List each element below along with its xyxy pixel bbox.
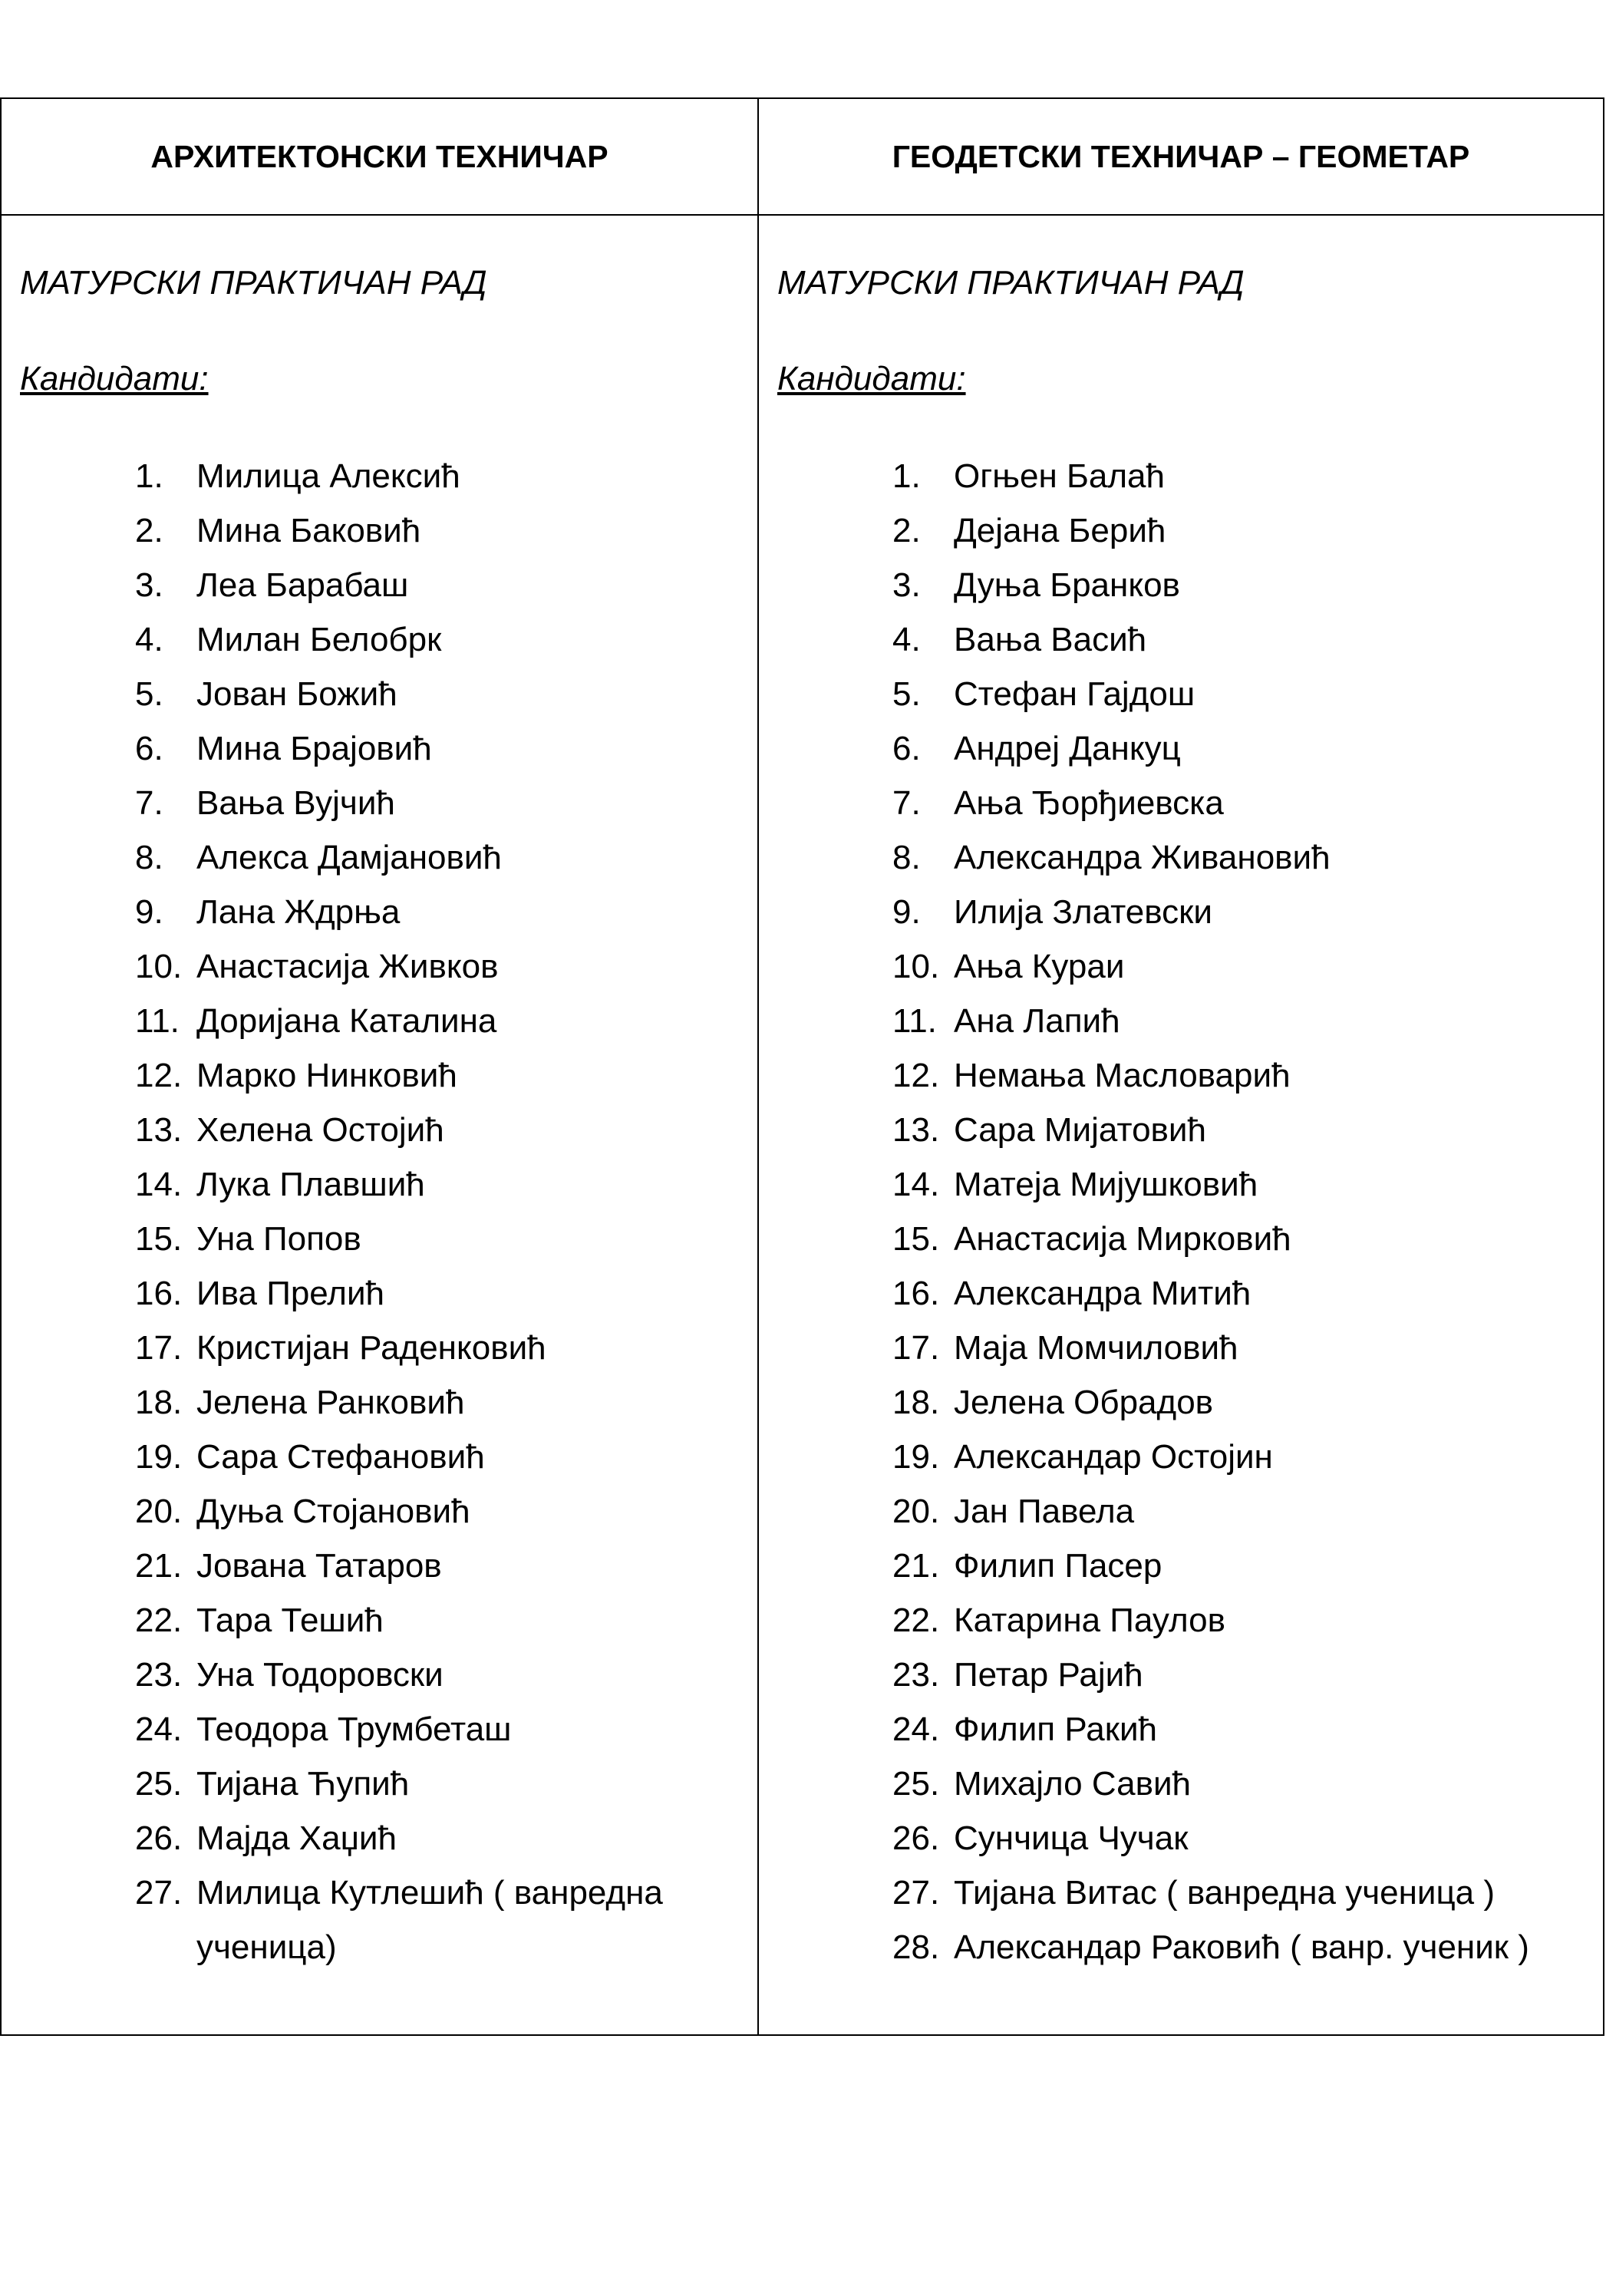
column-header-architecture: АРХИТЕКТОНСКИ ТЕХНИЧАР xyxy=(2,99,758,215)
list-item xyxy=(20,830,742,885)
list-item xyxy=(20,503,742,558)
list-item xyxy=(777,994,1588,1048)
list-item xyxy=(777,776,1588,830)
list-item xyxy=(777,1811,1588,1866)
list-item-number: 1. xyxy=(135,457,163,495)
list-item-number: 20. xyxy=(892,1492,940,1530)
list-item-number: 28. xyxy=(892,1928,940,1966)
list-item xyxy=(777,939,1588,994)
list-item xyxy=(777,1539,1588,1593)
list-item-name: Вања Вујчић xyxy=(196,783,395,822)
list-item-name: Јована Татаров xyxy=(196,1546,442,1585)
list-item xyxy=(777,830,1588,885)
list-item-number: 2. xyxy=(135,511,163,549)
column-header-geodesy: ГЕОДЕТСКИ ТЕХНИЧАР – ГЕОМЕТАР xyxy=(758,99,1603,215)
list-item xyxy=(20,667,742,721)
candidates-table-frame xyxy=(0,97,1604,2036)
list-item-number: 15. xyxy=(892,1219,940,1258)
list-item xyxy=(20,1811,742,1866)
list-item xyxy=(777,1702,1588,1757)
list-item-name: Јелена Ранковић xyxy=(196,1383,465,1421)
list-item xyxy=(20,1212,742,1266)
list-item-number: 16. xyxy=(135,1274,183,1312)
list-item xyxy=(777,1484,1588,1539)
list-item-number: 7. xyxy=(135,783,163,822)
list-item-name: Огњен Балаћ xyxy=(954,457,1165,495)
list-item-number: 4. xyxy=(892,620,921,658)
list-item xyxy=(20,449,742,503)
list-item-number: 3. xyxy=(135,566,163,604)
list-item-name: Лука Плавшић xyxy=(196,1165,425,1203)
list-item xyxy=(20,1484,742,1539)
list-item-number: 9. xyxy=(135,892,163,931)
list-item-number: 15. xyxy=(135,1219,183,1258)
list-item-number: 13. xyxy=(892,1110,940,1149)
list-item-number: 10. xyxy=(135,947,183,985)
list-item-number: 5. xyxy=(892,675,921,713)
list-item-name: Александра Живановић xyxy=(954,838,1331,876)
list-item-name: Филип Пасер xyxy=(954,1546,1162,1585)
list-item-name: Леа Барабаш xyxy=(196,566,409,604)
list-item xyxy=(777,612,1588,667)
list-item-number: 17. xyxy=(892,1328,940,1367)
list-item-name: Уна Попов xyxy=(196,1219,361,1258)
list-item-name: Анастасија Мирковић xyxy=(954,1219,1291,1258)
list-item-number: 23. xyxy=(892,1655,940,1694)
candidates-table xyxy=(2,99,1603,2034)
list-item-name: Мина Брајовић xyxy=(196,729,432,767)
list-item-number: 22. xyxy=(892,1601,940,1639)
list-item xyxy=(20,1048,742,1103)
list-item-name: Ана Лапић xyxy=(954,1001,1120,1040)
list-item-number: 17. xyxy=(135,1328,183,1367)
candidates-label: Кандидати: xyxy=(20,359,209,398)
list-item-name: Матеја Мијушковић xyxy=(954,1165,1258,1203)
list-item-name: Милица Кутлешић ( ванредна ученица) xyxy=(196,1873,663,1966)
list-item-number: 4. xyxy=(135,620,163,658)
list-item xyxy=(777,1266,1588,1321)
list-item-number: 3. xyxy=(892,566,921,604)
list-item-number: 22. xyxy=(135,1601,183,1639)
list-item-number: 7. xyxy=(892,783,921,822)
list-item-name: Јован Божић xyxy=(196,675,397,713)
list-item-number: 12. xyxy=(892,1056,940,1094)
list-item-name: Ива Прелић xyxy=(196,1274,385,1312)
list-item-name: Марко Нинковић xyxy=(196,1056,457,1094)
list-item xyxy=(777,1430,1588,1484)
list-item-number: 19. xyxy=(135,1437,183,1476)
list-item-number: 27. xyxy=(135,1873,183,1912)
list-item xyxy=(777,1321,1588,1375)
list-item-number: 25. xyxy=(135,1764,183,1803)
list-item xyxy=(20,558,742,612)
list-item xyxy=(20,1321,742,1375)
table-header-row xyxy=(2,99,1603,215)
list-item xyxy=(777,667,1588,721)
list-item xyxy=(20,1757,742,1811)
list-item-name: Јан Павела xyxy=(954,1492,1135,1530)
list-item-name: Ања Ђорђиевска xyxy=(954,783,1224,822)
list-item-number: 6. xyxy=(892,729,921,767)
list-item xyxy=(20,1702,742,1757)
list-item-name: Лана Ждрња xyxy=(196,892,401,931)
list-item-name: Тара Тешић xyxy=(196,1601,384,1639)
list-item xyxy=(777,1920,1588,1974)
list-item-name: Дејана Берић xyxy=(954,511,1166,549)
list-item xyxy=(20,1539,742,1593)
list-item xyxy=(20,1593,742,1648)
list-item xyxy=(777,1157,1588,1212)
list-item-number: 20. xyxy=(135,1492,183,1530)
list-item-name: Кристијан Раденковић xyxy=(196,1328,546,1367)
list-item-number: 26. xyxy=(892,1819,940,1857)
list-item xyxy=(20,885,742,939)
list-item xyxy=(20,994,742,1048)
list-item-number: 26. xyxy=(135,1819,183,1857)
list-item-name: Илија Златевски xyxy=(954,892,1212,931)
list-item xyxy=(20,1375,742,1430)
list-item-name: Теодора Трумбеташ xyxy=(196,1710,512,1748)
list-item-number: 10. xyxy=(892,947,940,985)
list-item-number: 8. xyxy=(892,838,921,876)
list-item-name: Мајда Хаџић xyxy=(196,1819,397,1857)
list-item xyxy=(20,721,742,776)
list-item-number: 21. xyxy=(135,1546,183,1585)
list-item xyxy=(20,1430,742,1484)
list-item-number: 27. xyxy=(892,1873,940,1912)
list-item-name: Сара Мијатовић xyxy=(954,1110,1206,1149)
list-item-name: Сара Стефановић xyxy=(196,1437,485,1476)
list-item-number: 8. xyxy=(135,838,163,876)
list-item-number: 2. xyxy=(892,511,921,549)
candidate-list-architecture xyxy=(20,449,742,1974)
list-item xyxy=(777,1593,1588,1648)
list-item-name: Дуња Стојановић xyxy=(196,1492,470,1530)
list-item-name: Доријана Каталина xyxy=(196,1001,497,1040)
list-item-number: 24. xyxy=(135,1710,183,1748)
list-item xyxy=(777,1757,1588,1811)
section-title: МАТУРСКИ ПРАКТИЧАН РАД xyxy=(20,264,487,302)
column-body-geodesy xyxy=(758,215,1603,2034)
list-item xyxy=(777,558,1588,612)
list-item-number: 19. xyxy=(892,1437,940,1476)
list-item-name: Петар Рајић xyxy=(954,1655,1143,1694)
list-item-name: Милица Алексић xyxy=(196,457,460,495)
list-item-name: Тијана Витас ( ванредна ученица ) xyxy=(954,1873,1496,1912)
list-item xyxy=(20,1648,742,1702)
list-item xyxy=(20,612,742,667)
list-item-number: 21. xyxy=(892,1546,940,1585)
list-item xyxy=(20,1266,742,1321)
list-item xyxy=(777,1048,1588,1103)
list-item xyxy=(777,1648,1588,1702)
list-item-number: 6. xyxy=(135,729,163,767)
list-item-number: 24. xyxy=(892,1710,940,1748)
list-item-number: 14. xyxy=(135,1165,183,1203)
list-item xyxy=(20,776,742,830)
table-body-row xyxy=(2,215,1603,2034)
list-item-number: 16. xyxy=(892,1274,940,1312)
list-item-name: Филип Ракић xyxy=(954,1710,1157,1748)
list-item-name: Александар Раковић ( ванр. ученик ) xyxy=(954,1928,1529,1966)
list-item-name: Сунчица Чучак xyxy=(954,1819,1189,1857)
candidate-list-geodesy xyxy=(777,449,1588,1974)
list-item xyxy=(20,1157,742,1212)
list-item-name: Алекса Дамјановић xyxy=(196,838,502,876)
list-item-name: Михајло Савић xyxy=(954,1764,1192,1803)
list-item-number: 11. xyxy=(135,1001,180,1040)
list-item-number: 11. xyxy=(892,1001,937,1040)
column-body-architecture xyxy=(2,215,758,2034)
list-item-name: Тијана Ћупић xyxy=(196,1764,410,1803)
list-item xyxy=(777,503,1588,558)
list-item-number: 14. xyxy=(892,1165,940,1203)
list-item xyxy=(777,449,1588,503)
list-item-name: Уна Тодоровски xyxy=(196,1655,444,1694)
list-item-name: Мина Баковић xyxy=(196,511,421,549)
candidates-label: Кандидати: xyxy=(777,359,966,398)
list-item-number: 18. xyxy=(892,1383,940,1421)
list-item xyxy=(777,721,1588,776)
list-item-name: Вања Васић xyxy=(954,620,1147,658)
list-item-name: Ања Кураи xyxy=(954,947,1125,985)
list-item-name: Александра Митић xyxy=(954,1274,1251,1312)
list-item xyxy=(777,1375,1588,1430)
list-item-name: Андреј Данкуц xyxy=(954,729,1181,767)
list-item-name: Хелена Остојић xyxy=(196,1110,444,1149)
list-item-number: 9. xyxy=(892,892,921,931)
list-item-name: Александар Остојин xyxy=(954,1437,1273,1476)
list-item xyxy=(20,1103,742,1157)
list-item xyxy=(777,1212,1588,1266)
list-item xyxy=(20,1866,742,1974)
list-item xyxy=(777,1103,1588,1157)
list-item-number: 1. xyxy=(892,457,921,495)
list-item-name: Милан Белобрк xyxy=(196,620,442,658)
list-item xyxy=(20,939,742,994)
list-item-name: Стефан Гајдош xyxy=(954,675,1195,713)
list-item xyxy=(777,1866,1588,1920)
list-item-name: Маја Момчиловић xyxy=(954,1328,1238,1367)
section-title: МАТУРСКИ ПРАКТИЧАН РАД xyxy=(777,264,1245,302)
list-item-name: Катарина Паулов xyxy=(954,1601,1225,1639)
list-item-name: Дуња Бранков xyxy=(954,566,1180,604)
list-item xyxy=(777,885,1588,939)
list-item-number: 13. xyxy=(135,1110,183,1149)
list-item-name: Јелена Обрадов xyxy=(954,1383,1214,1421)
list-item-number: 18. xyxy=(135,1383,183,1421)
list-item-name: Немања Масловарић xyxy=(954,1056,1291,1094)
list-item-number: 23. xyxy=(135,1655,183,1694)
list-item-number: 5. xyxy=(135,675,163,713)
list-item-name: Анастасија Живков xyxy=(196,947,499,985)
list-item-number: 25. xyxy=(892,1764,940,1803)
list-item-number: 12. xyxy=(135,1056,183,1094)
